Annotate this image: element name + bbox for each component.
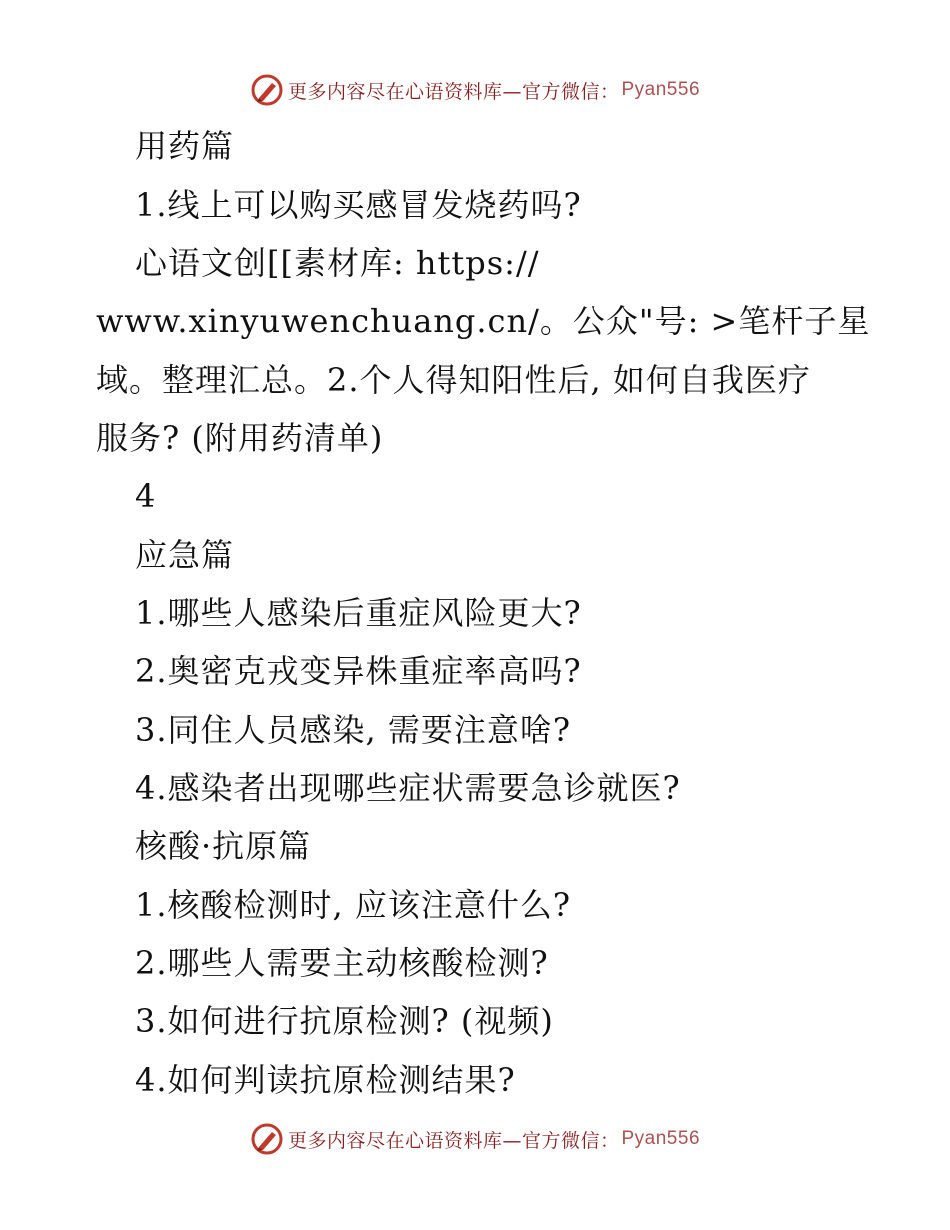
watermark-text: 更多内容尽在心语资料库—官方微信： [287, 80, 620, 103]
list-item: 1.核酸检测时, 应该注意什么? [135, 886, 572, 924]
footer-watermark [0, 1119, 950, 1159]
list-item: 2.哪些人需要主动核酸检测? [135, 944, 549, 982]
section-title-medication: 用药篇 [135, 127, 235, 165]
section-title-testing: 核酸·抗原篇 [135, 827, 312, 865]
list-item: 3.同住人员感染, 需要注意啥? [135, 711, 572, 749]
list-item: 4.感染者出现哪些症状需要急诊就医? [135, 769, 681, 807]
page-number-text: 4 [135, 477, 157, 515]
list-item: 4.如何判读抗原检测结果? [135, 1061, 516, 1099]
list-item: 1.线上可以购买感冒发烧药吗? [135, 186, 582, 224]
pen-logo-icon [250, 1122, 284, 1156]
paragraph-line: 服务? (附用药清单) [96, 419, 384, 457]
pen-logo-icon [250, 73, 284, 107]
header-watermark [0, 70, 950, 110]
paragraph-line: www.xinyuwenchuang.cn/。公众"号: >笔杆子星 [96, 302, 871, 340]
watermark-id: Pyan556 [621, 1128, 701, 1149]
paragraph-line: 心语文创[[素材库: https:// [135, 244, 540, 282]
watermark-id: Pyan556 [621, 79, 701, 100]
list-item: 3.如何进行抗原检测? (视频) [135, 1002, 554, 1040]
list-item: 2.奥密克戎变异株重症率高吗? [135, 652, 582, 690]
list-item: 1.哪些人感染后重症风险更大? [135, 594, 582, 632]
watermark-text: 更多内容尽在心语资料库—官方微信： [287, 1129, 620, 1152]
section-title-emergency: 应急篇 [135, 536, 235, 574]
paragraph-line: 域。整理汇总。2.个人得知阳性后, 如何自我医疗 [96, 361, 811, 399]
